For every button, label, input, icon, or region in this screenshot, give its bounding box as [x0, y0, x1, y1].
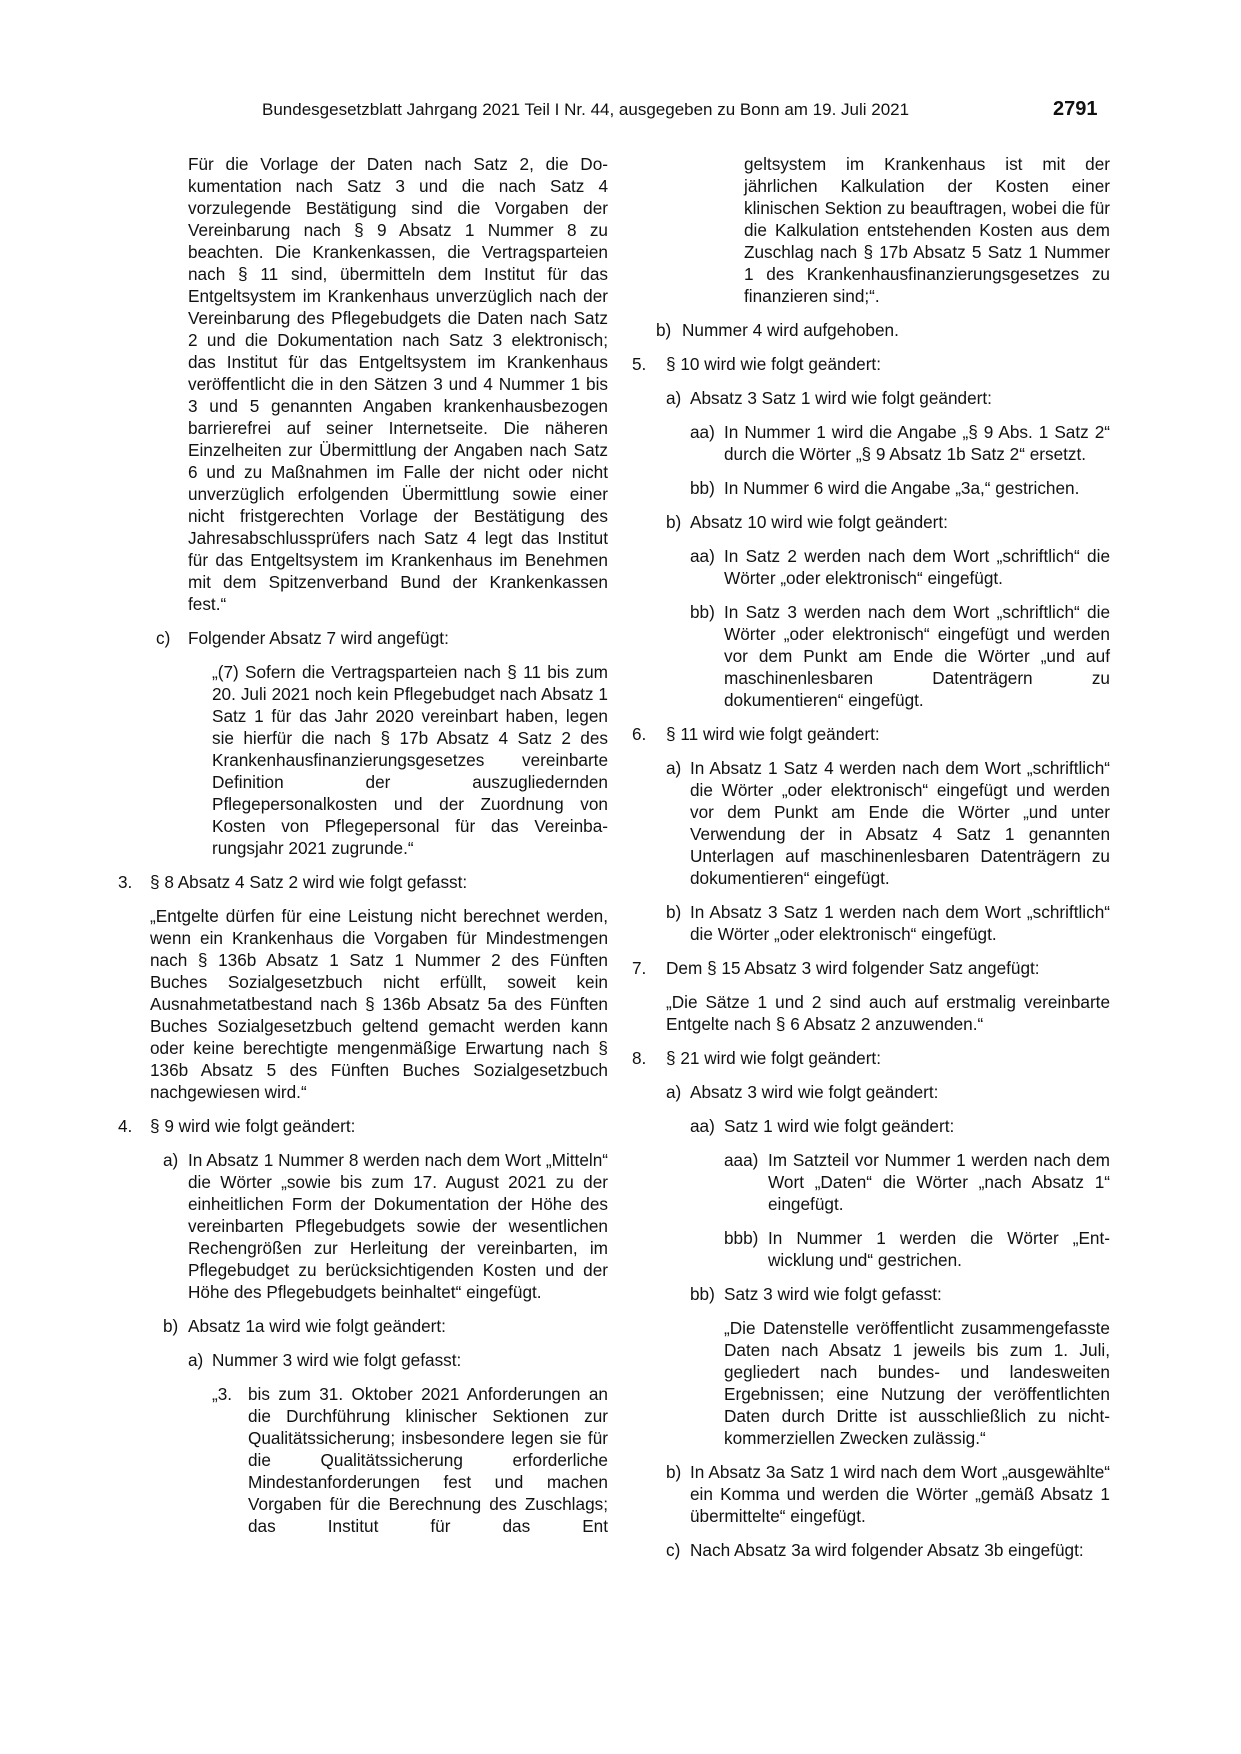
left-column	[118, 153, 608, 1549]
quoted-number-3	[212, 1383, 608, 1537]
item-label: bb)	[690, 478, 715, 498]
item-text: Absatz 3 wird wie folgt geändert:	[690, 1082, 939, 1102]
item-label: b)	[163, 1316, 179, 1336]
list-item-5b-aa	[690, 545, 1110, 589]
item-label: a)	[666, 758, 682, 778]
quoted-paragraph: „(7) Sofern die Vertragsparteien nach § 11 bis zum 20. Juli 2021 noch kein Pflegebudget nach Absatz 1 Satz 1 für das Jahr 2020 vereinbart haben, legen sie hierfür die nach § 17b Absatz 4 Satz 2 des Krankenhausfinanzierungsgesetzes vereinbarte Definition der auszugliedernden Pflegepersonalkosten und der Zuordnung von Kosten von Pflegepersonal für das Vereinbarungsjahr 2021 zugrunde.“	[212, 662, 608, 858]
right-column	[632, 153, 1110, 1573]
item-text: § 21 wird wie folgt geändert:	[666, 1048, 881, 1068]
item-label: 4.	[118, 1116, 133, 1136]
item-text: Dem § 15 Absatz 3 wird folgender Satz angefügt:	[666, 958, 1040, 978]
list-item-4b	[163, 1315, 608, 1537]
item-text: In Satz 2 werden nach dem Wort „schriftlich“ die Wörter „oder elektronisch“ eingefügt.	[724, 546, 1110, 588]
list-item-b	[656, 319, 1110, 341]
item-label: b)	[666, 902, 682, 922]
list-item-c	[156, 627, 608, 859]
item-text: In Satz 3 werden nach dem Wort „schriftlich“ die Wörter „oder elektronisch“ eingefügt und werden vor dem Punkt am Ende die Wörter „und auf maschinenlesbaren Datenträgern zu dokumentieren“ eingefügt.	[724, 602, 1110, 710]
item-text: In Nummer 6 wird die Angabe „3a,“ gestrichen.	[724, 478, 1080, 498]
item-text: In Absatz 3 Satz 1 werden nach dem Wort „schriftlich“ die Wörter „oder elektronisch“ eingefügt.	[690, 902, 1110, 944]
item-label: a)	[188, 1350, 204, 1370]
list-item-5a	[666, 387, 1110, 499]
list-item-3	[118, 871, 608, 1103]
item-text: § 11 wird wie folgt geändert:	[666, 724, 880, 744]
item-label: a)	[666, 1082, 682, 1102]
list-item-8a-bbb	[724, 1227, 1110, 1271]
item-label: aa)	[690, 422, 715, 442]
item-label: aaa)	[724, 1150, 759, 1170]
list-item-7	[632, 957, 1110, 1035]
item-label: b)	[666, 1462, 682, 1482]
list-item-8c	[666, 1539, 1110, 1561]
list-item-8a-bb	[690, 1283, 1110, 1449]
list-item-8	[632, 1047, 1110, 1561]
item-text: Nummer 3 wird wie folgt gefasst:	[212, 1350, 462, 1370]
item-label: a)	[163, 1150, 179, 1170]
list-item-8a	[666, 1081, 1110, 1449]
list-item-6a	[666, 757, 1110, 889]
item-text: § 10 wird wie folgt geändert:	[666, 354, 881, 374]
paragraph-continuation: Für die Vorlage der Daten nach Satz 2, die Dokumentation nach Satz 3 und die nach Satz 4 vorzulegende Bestätigung sind die Vorgaben der Vereinbarung nach § 9 Absatz 1 Nummer 8 zu beachten. Die Krankenkassen, die Vertragsparteien nach § 11 sind, übermitteln dem Institut für das Entgeltsystem im Krankenhaus unverzüglich nach der Vereinbarung des Pflegebudgets die Daten nach Satz 2 und die Dokumentation nach Satz 3 elektronisch; das Institut für das Entgeltsystem im Krankenhaus veröffentlicht die in den Sätzen 3 und 4 Nummer 1 bis 3 und 5 genannten Angaben krankenhausbezogen barrierefrei auf seiner Internetseite. Die näheren Einzelheiten zur Übermittlung der Angaben nach Satz 6 und zu Maßnahmen im Falle der nicht oder nicht unverzüglich erfolgenden Übermittlung sowie einer nicht fristgerechten Vorlage der Bestätigung des Jahresabschlussprüfers nach Satz 4 legt das Institut für das Entgeltsystem im Krankenhaus im Benehmen mit dem Spitzenverband Bund der Krankenkassen fest.“	[188, 154, 608, 614]
item-text: § 8 Absatz 4 Satz 2 wird wie folgt gefasst:	[150, 872, 468, 892]
item-label: 3.	[118, 872, 133, 892]
item-text: Absatz 10 wird wie folgt geändert:	[690, 512, 948, 532]
list-item-5a-aa	[690, 421, 1110, 465]
item-label: 5.	[632, 354, 647, 374]
list-item-8a-aa	[690, 1115, 1110, 1271]
item-label: c)	[156, 628, 171, 648]
list-item-4	[118, 1115, 608, 1537]
page-number: 2791	[1053, 98, 1098, 120]
item-text: In Absatz 1 Nummer 8 werden nach dem Wort „Mitteln“ die Wörter „sowie bis zum 17. August 2021 zu der einheitlichen Form der Dokumentation der Höhe des vereinbarten Pflegebudgets sowie der wesentlichen Rechengrößen zur Herleitung der vereinbarten, im Pflegebudget zu berücksichtigenden Kosten und der Höhe des Pflegebudgets beinhaltet“ eingefügt.	[188, 1150, 608, 1302]
list-item-6b	[666, 901, 1110, 945]
quoted-paragraph: bis zum 31. Oktober 2021 Anforderungen an die Durchführung klinischer Sektionen zur Qualitätssicherung; insbesondere legen sie für die Qualitätssicherung erforderliche Mindestanforderungen fest und machen Vorgaben für die Berechnung des Zuschlags; das Institut für das Ent	[248, 1384, 608, 1536]
quoted-paragraph: „Die Datenstelle veröffentlicht zusammengefasste Daten nach Absatz 1 jeweils bis zum 1. Juli, gegliedert nach bundes- und landesweiten Ergebnissen; eine Nutzung der veröffentlichten Daten durch Dritte ist ausschließlich zu nicht-kommerziellen Zwecken zulässig.“	[724, 1318, 1110, 1448]
item-label: aa)	[690, 546, 715, 566]
item-label: 8.	[632, 1048, 647, 1068]
page-header	[0, 100, 1241, 130]
quoted-paragraph: „Entgelte dürfen für eine Leistung nicht berechnet werden, wenn ein Krankenhaus die Vorgaben für Mindestmengen nach § 136b Absatz 1 Satz 1 Nummer 2 des Fünften Buches Sozialgesetzbuch nicht erfüllt, soweit kein Ausnahmetatbestand nach § 136b Absatz 5a des Fünften Buches Sozialgesetzbuch geltend gemacht werden kann oder keine berechtigte mengenmäßige Erwartung nach § 136b Absatz 5 des Fünften Buches Sozialgesetzbuch nachgewiesen wird.“	[150, 906, 608, 1102]
item-label: bb)	[690, 1284, 715, 1304]
item-text: Satz 3 wird wie folgt gefasst:	[724, 1284, 942, 1304]
item-label: a)	[666, 388, 682, 408]
item-text: Satz 1 wird wie folgt geändert:	[724, 1116, 955, 1136]
quoted-paragraph-continuation: geltsystem im Krankenhaus ist mit der jährlichen Kalkulation der Kosten einer klinischen Sektion zu beauftragen, wobei die für die Kalkulation entstehenden Kosten aus dem Zuschlag nach § 17b Absatz 5 Satz 1 Nummer 1 des Krankenhausfinanzierungsgesetzes zu finanzieren sind;“.	[744, 154, 1110, 306]
list-item-6	[632, 723, 1110, 945]
list-item-8a-aaa	[724, 1149, 1110, 1215]
item-label: c)	[666, 1540, 681, 1560]
list-item-4b-a	[188, 1349, 608, 1537]
item-text: § 9 wird wie folgt geändert:	[150, 1116, 356, 1136]
item-text: Im Satzteil vor Nummer 1 werden nach dem Wort „Daten“ die Wörter „nach Absatz 1“ eingefügt.	[768, 1150, 1110, 1214]
item-label: aa)	[690, 1116, 715, 1136]
item-label: 6.	[632, 724, 647, 744]
list-item-5a-bb	[690, 477, 1110, 499]
item-label: b)	[656, 320, 672, 340]
item-text: In Nummer 1 wird die Angabe „§ 9 Abs. 1 Satz 2“ durch die Wörter „§ 9 Absatz 1b Satz 2“ ersetzt.	[724, 422, 1110, 464]
item-label: b)	[666, 512, 682, 532]
item-label: 7.	[632, 958, 647, 978]
header-title: Bundesgesetzblatt Jahrgang 2021 Teil I Nr. 44, ausgegeben zu Bonn am 19. Juli 2021	[262, 100, 910, 119]
item-text: In Absatz 1 Satz 4 werden nach dem Wort „schriftlich“ die Wörter „oder elektronisch“ eingefügt und werden vor dem Punkt am Ende die Wörter „und unter Verwendung der in Absatz 4 Satz 1 genannten Unterlagen auf maschinenlesbaren Datenträgern zu dokumentieren“ eingefügt.	[690, 758, 1110, 888]
item-text: Nummer 4 wird aufgehoben.	[682, 320, 899, 340]
list-item-5b	[666, 511, 1110, 711]
item-label: „3.	[212, 1384, 233, 1404]
item-text: In Absatz 3a Satz 1 wird nach dem Wort „ausgewählte“ ein Komma und werden die Wörter „gemäß Absatz 1 übermittelte“ eingefügt.	[690, 1462, 1110, 1526]
list-item-8b	[666, 1461, 1110, 1527]
item-label: bbb)	[724, 1228, 759, 1248]
list-item-5b-bb	[690, 601, 1110, 711]
list-item-5	[632, 353, 1110, 711]
item-text: Folgender Absatz 7 wird angefügt:	[188, 628, 449, 648]
item-text: Nach Absatz 3a wird folgender Absatz 3b eingefügt:	[690, 1540, 1084, 1560]
list-item-4a	[163, 1149, 608, 1303]
item-text: Absatz 3 Satz 1 wird wie folgt geändert:	[690, 388, 992, 408]
item-text: In Nummer 1 werden die Wörter „Entwicklung und“ gestrichen.	[768, 1228, 1110, 1270]
item-text: Absatz 1a wird wie folgt geändert:	[188, 1316, 446, 1336]
quoted-paragraph: „Die Sätze 1 und 2 sind auch auf erstmalig vereinbarte Entgelte nach § 6 Absatz 2 anzuwenden.“	[666, 992, 1110, 1034]
item-label: bb)	[690, 602, 715, 622]
